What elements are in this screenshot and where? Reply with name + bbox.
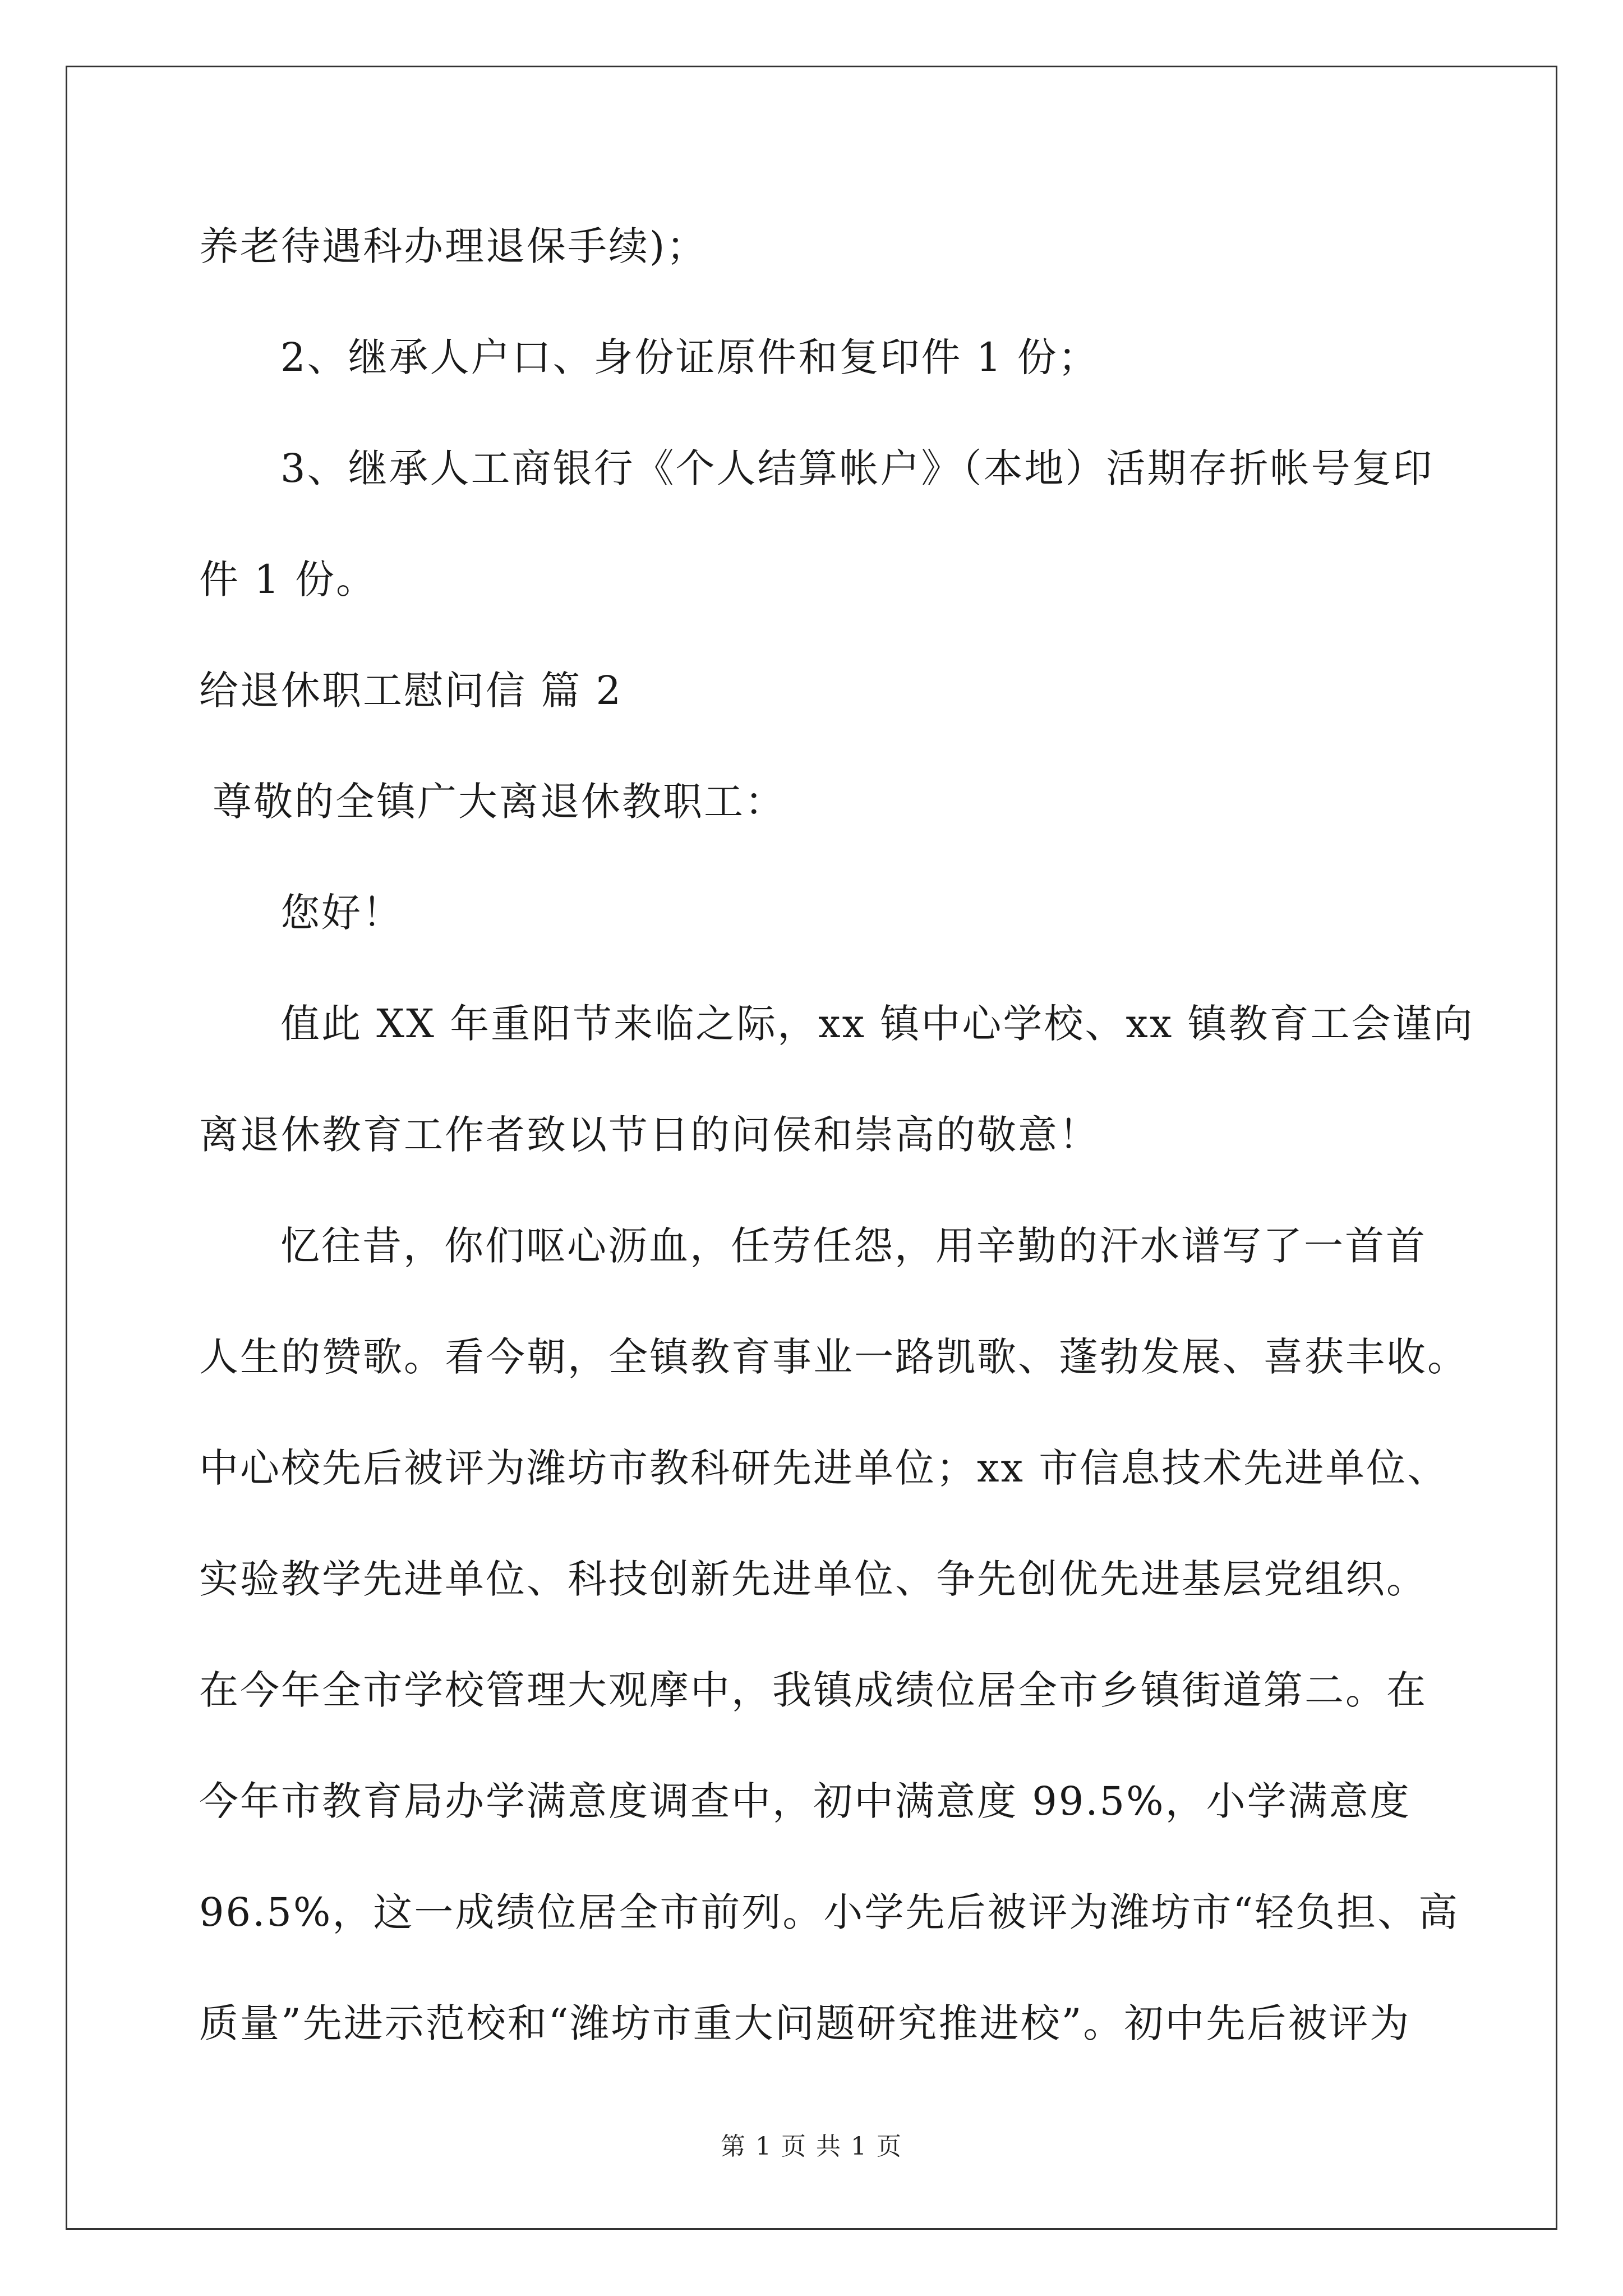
paragraph-line: 中心校先后被评为潍坊市教科研先进单位；xx 市信息技术先进单位、 [199, 1445, 1449, 1491]
document-body [199, 191, 1474, 2079]
list-item: 3、继承人工商银行《个人结算帐户》（本地）活期存折帐号复印 [280, 445, 1434, 491]
paragraph-line: 96.5%，这一成绩位居全市前列。小学先后被评为潍坊市“轻负担、高 [199, 1889, 1460, 1935]
paragraph-line: 人生的赞歌。看今朝，全镇教育事业一路凯歌、蓬勃发展、喜获丰收。 [199, 1334, 1468, 1380]
section-heading: 给退休职工慰问信 篇 2 [199, 668, 623, 714]
greeting: 您好！ [280, 890, 403, 936]
paragraph-line: 忆往昔，你们呕心沥血，任劳任怨，用辛勤的汗水谱写了一首首 [280, 1223, 1427, 1269]
paragraph-line: 今年市教育局办学满意度调查中，初中满意度 99.5%，小学满意度 [199, 1778, 1411, 1824]
paragraph-line: 值此 XX 年重阳节来临之际，xx 镇中心学校、xx 镇教育工会谨向 [280, 1001, 1474, 1047]
paragraph-line: 在今年全市学校管理大观摩中，我镇成绩位居全市乡镇街道第二。在 [199, 1667, 1427, 1713]
salutation: 尊敬的全镇广大离退休教职工： [213, 779, 786, 825]
page-number-footer: 第 1 页 共 1 页 [721, 2132, 902, 2161]
text-line: 件 1 份。 [199, 556, 377, 602]
paragraph-line: 质量”先进示范校和“潍坊市重大问题研究推进校”。初中先后被评为 [199, 2000, 1411, 2046]
list-item: 2、继承人户口、身份证原件和复印件 1 份； [280, 334, 1099, 380]
paragraph-line: 离退休教育工作者致以节日的问侯和崇高的敬意！ [199, 1112, 1100, 1158]
text-line: 养老待遇科办理退保手续)； [199, 223, 708, 269]
paragraph-line: 实验教学先进单位、科技创新先进单位、争先创优先进基层党组织。 [199, 1556, 1427, 1602]
